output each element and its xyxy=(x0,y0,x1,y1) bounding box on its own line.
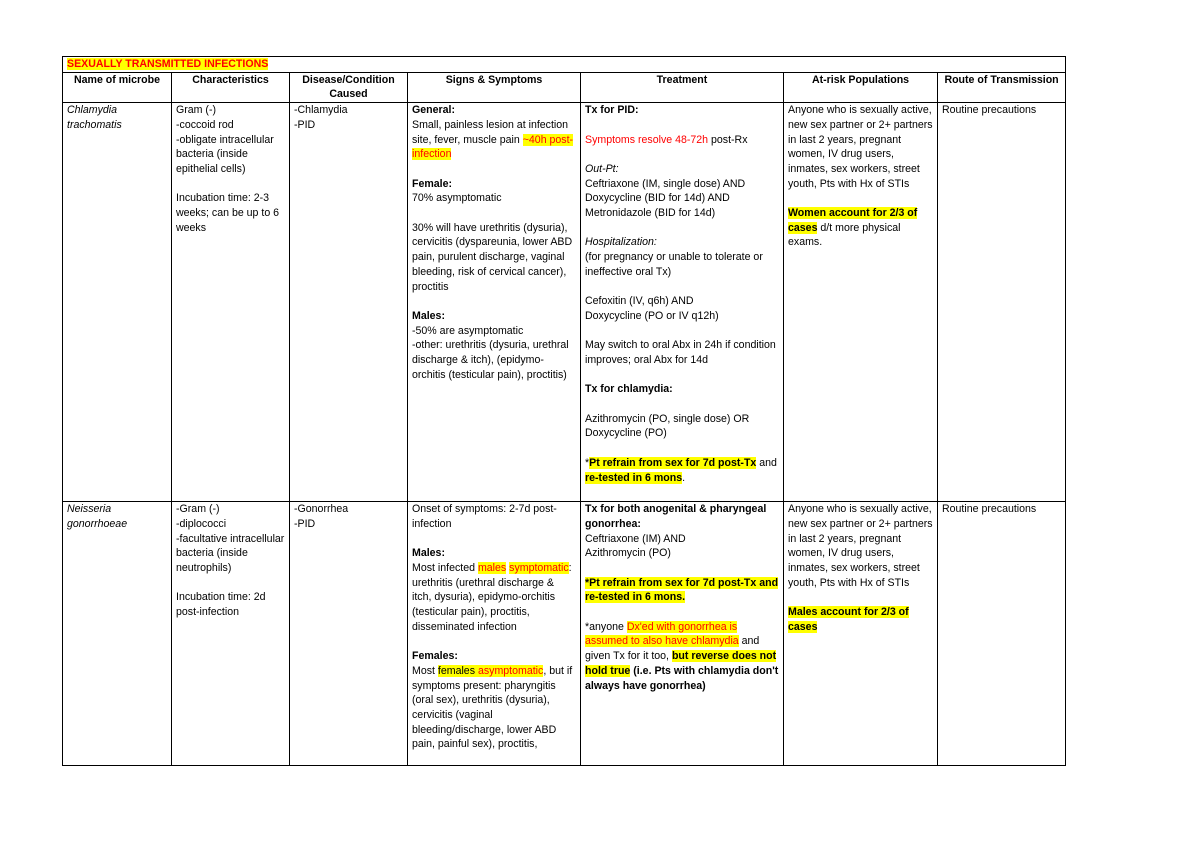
route-text: Routine precautions xyxy=(942,503,1037,516)
at-risk-women-rest: d/t more physical exams. xyxy=(788,221,901,249)
sti-table xyxy=(62,56,1066,766)
table-row xyxy=(63,103,1066,502)
signs-males-hl1: males xyxy=(477,561,507,574)
characteristics-cell xyxy=(172,103,290,502)
tx-anyone-bold: (i.e. Pts with chlamydia don't always have gonorrhea) xyxy=(585,664,779,692)
tx-line-1: Ceftriaxone (IM) AND xyxy=(585,532,686,545)
tx-cef-2: Doxycycline (PO or IV q12h) xyxy=(585,309,719,322)
tx-outpt-2: Doxycycline (BID for 14d) AND xyxy=(585,192,730,205)
at-risk-cell xyxy=(784,502,938,766)
signs-females-hl2: asymptomatic xyxy=(477,664,544,677)
disease-cell xyxy=(290,502,408,766)
tx-anyone-pre: *anyone xyxy=(585,620,627,633)
treatment-cell xyxy=(581,103,784,502)
tx-gonorrhea-label: Tx for both anogenital & pharyngeal gonorrhea: xyxy=(585,503,767,530)
tx-resolve xyxy=(585,133,779,148)
signs-general xyxy=(412,118,576,162)
tx-anyone-highlight: but reverse does not hold true xyxy=(585,650,777,677)
char-line: -facultative intracellular bacteria (inside neutrophils) xyxy=(176,532,285,574)
signs-general-highlight: ~40h post-infection xyxy=(412,133,574,161)
tx-resolve-rest: post-Rx xyxy=(708,133,748,146)
table-title-cell xyxy=(63,57,1066,73)
char-line: -Gram (-) xyxy=(176,503,220,516)
at-risk-women-highlight: Women account for 2/3 of cases xyxy=(788,207,918,234)
signs-females xyxy=(412,664,576,752)
tx-outpt-label: Out-Pt: xyxy=(585,162,619,175)
tx-refrain xyxy=(585,456,779,485)
tx-refrain-hl1: Pt refrain from sex for 7d post-Tx xyxy=(589,456,757,469)
tx-doxy: Doxycycline (PO) xyxy=(585,427,667,440)
signs-females-rest: , but if symptoms present: pharyngitis (oral sex), urethritis (dysuria), cervicitis (vaginal bleeding/discharge, lower ABD pain, painful sex), proctitis, xyxy=(412,664,573,751)
signs-onset: Onset of symptoms: 2-7d post-infection xyxy=(412,503,557,530)
disease-cell xyxy=(290,103,408,502)
disease-line: -Chlamydia xyxy=(294,104,348,117)
signs-females-hl1: females xyxy=(437,664,475,677)
signs-cell xyxy=(408,502,581,766)
signs-males-label: Males: xyxy=(412,547,445,560)
at-risk-cell xyxy=(784,103,938,502)
signs-cell xyxy=(408,103,581,502)
char-incubation: Incubation time: 2d post-infection xyxy=(176,591,266,619)
signs-female-2: 30% will have urethritis (dysuria), cervicitis (dyspareunia, lower ABD pain, purulent discharge, vaginal bleeding, risk of cervical cancer), proctitis xyxy=(412,221,573,293)
signs-males-pre: Most infected xyxy=(412,561,478,574)
header-route: Route of Transmission xyxy=(938,72,1066,102)
microbe-name: Neisseria gonorrhoeae xyxy=(67,503,128,530)
table-row xyxy=(63,502,1066,766)
char-incubation: Incubation time: 2-3 weeks; can be up to 6 weeks xyxy=(176,192,280,234)
title-row xyxy=(63,57,1066,73)
at-risk-males-highlight: Males account for 2/3 of cases xyxy=(788,606,909,633)
header-row xyxy=(63,72,1066,102)
treatment-cell xyxy=(581,502,784,766)
tx-outpt-3: Metronidazole (BID for 14d) xyxy=(585,207,716,219)
route-text: Routine precautions xyxy=(942,104,1037,117)
tx-anyone-mid: and given Tx for it too, xyxy=(585,635,760,663)
at-risk-text: Anyone who is sexually active, new sex partner or 2+ partners in last 2 years, pregnant women, IV drug users, inmates, sex workers, street youth, Pts with Hx of STIs xyxy=(788,503,933,589)
tx-pid-label: Tx for PID: xyxy=(585,104,639,117)
header-treatment: Treatment xyxy=(581,72,784,102)
signs-males-rest: : urethritis (urethral discharge & itch, dysuria), epidymo-orchitis (testicular pain), proctitis, disseminated infection xyxy=(412,561,572,633)
tx-refrain-hl2: re-tested in 6 mons xyxy=(585,471,683,484)
tx-hosp-label: Hospitalization: xyxy=(585,236,657,249)
characteristics-cell xyxy=(172,502,290,766)
signs-males-2: -other: urethritis (dysuria, urethral discharge & itch), (epidymo-orchitis (testicular pain), proctitis) xyxy=(412,339,569,381)
tx-outpt-1: Ceftriaxone (IM, single dose) AND xyxy=(585,177,746,190)
tx-hosp-text: (for pregnancy or unable to tolerate or ineffective oral Tx) xyxy=(585,251,763,278)
tx-chlamydia-label: Tx for chlamydia: xyxy=(585,383,673,396)
microbe-cell xyxy=(63,103,172,502)
tx-anyone xyxy=(585,620,779,694)
tx-refrain-star: * xyxy=(585,456,590,469)
tx-switch: May switch to oral Abx in 24h if condition improves; oral Abx for 14d xyxy=(585,339,776,366)
header-microbe: Name of microbe xyxy=(63,72,172,102)
tx-anyone-red: Dx'ed with gonorrhea is assumed to also have chlamydia xyxy=(585,620,739,648)
disease-line: -PID xyxy=(294,517,316,530)
char-line: -coccoid rod xyxy=(176,118,234,131)
header-characteristics: Characteristics xyxy=(172,72,290,102)
microbe-cell xyxy=(63,502,172,766)
header-at-risk: At-risk Populations xyxy=(784,72,938,102)
signs-males-hl2: symptomatic xyxy=(509,561,569,574)
tx-line-2: Azithromycin (PO) xyxy=(585,547,671,560)
signs-males-label: Males: xyxy=(412,309,445,322)
signs-females-pre: Most xyxy=(412,664,438,677)
signs-general-text: Small, painless lesion at infection site, fever, muscle pain xyxy=(412,118,569,146)
signs-males xyxy=(412,561,576,635)
at-risk-note xyxy=(788,206,933,250)
tx-refrain-and: and xyxy=(756,456,777,469)
table-title: SEXUALLY TRANSMITTED INFECTIONS xyxy=(67,58,269,70)
tx-refrain-highlight: *Pt refrain from sex for 7d post-Tx and re-tested in 6 mons. xyxy=(585,576,779,604)
microbe-name: Chlamydia trachomatis xyxy=(67,104,122,131)
signs-females-label: Females: xyxy=(412,650,458,663)
char-line: -diplococci xyxy=(176,517,227,530)
tx-resolve-red: Symptoms resolve 48-72h xyxy=(585,133,709,146)
char-line: Gram (-) xyxy=(176,104,217,117)
route-cell xyxy=(938,502,1066,766)
signs-males-1: -50% are asymptomatic xyxy=(412,324,524,337)
header-signs: Signs & Symptoms xyxy=(408,72,581,102)
tx-refrain-end: . xyxy=(682,471,686,484)
disease-line: -PID xyxy=(294,118,316,131)
tx-azi: Azithromycin (PO, single dose) OR xyxy=(585,412,750,425)
route-cell xyxy=(938,103,1066,502)
signs-female-label: Female: xyxy=(412,177,453,190)
signs-general-label: General: xyxy=(412,104,455,117)
disease-line: -Gonorrhea xyxy=(294,503,349,516)
header-disease: Disease/Condition Caused xyxy=(290,72,408,102)
at-risk-text: Anyone who is sexually active, new sex partner or 2+ partners in last 2 years, pregnant women, IV drug users, inmates, sex workers, street youth, Pts with Hx of STIs xyxy=(788,104,933,190)
signs-female-1: 70% asymptomatic xyxy=(412,192,502,205)
tx-cef-1: Cefoxitin (IV, q6h) AND xyxy=(585,295,694,308)
char-line: -obligate intracellular bacteria (inside epithelial cells) xyxy=(176,133,274,175)
